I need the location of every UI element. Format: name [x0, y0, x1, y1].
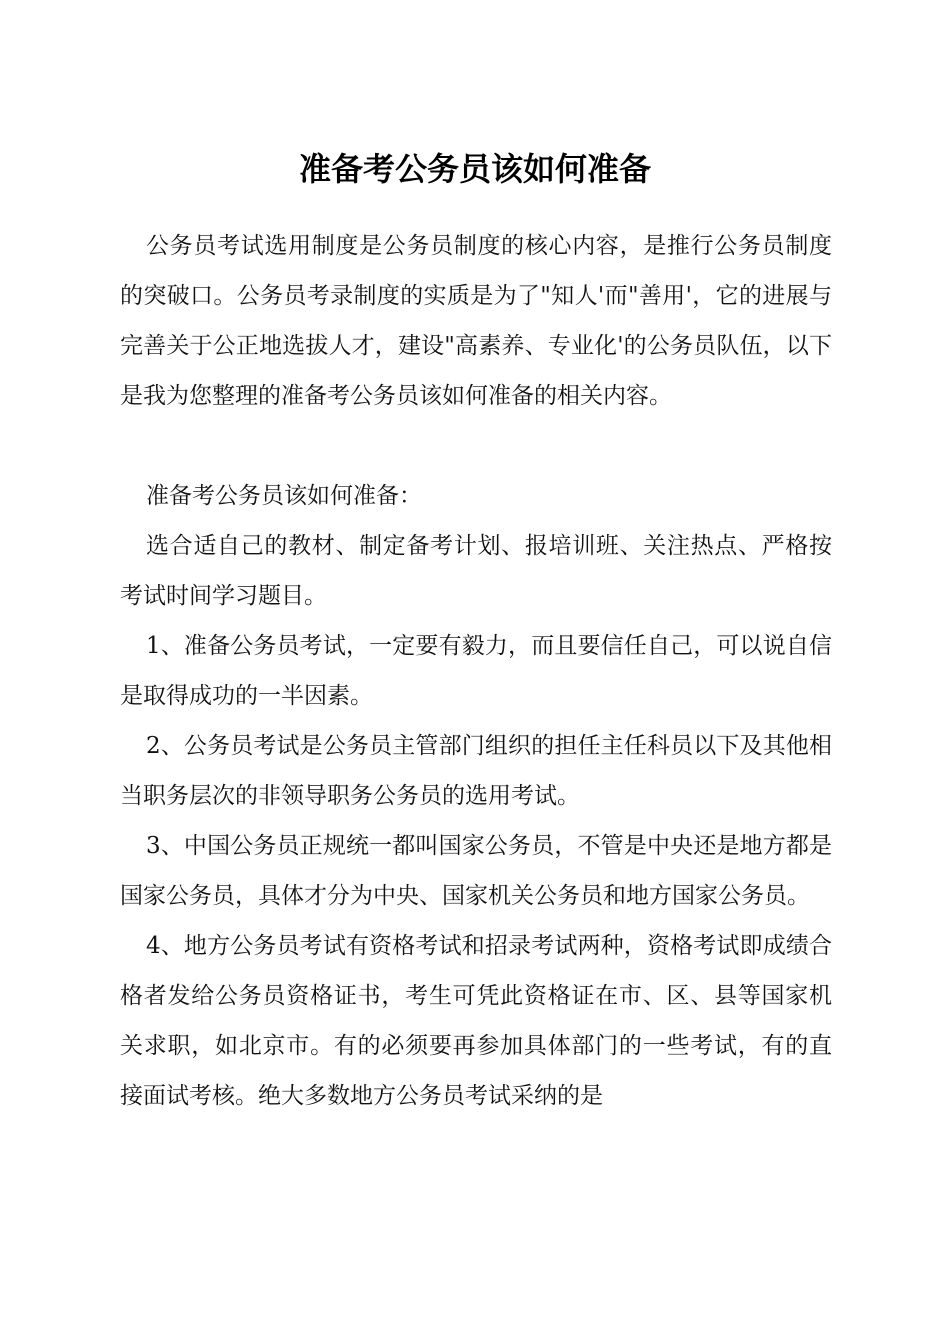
section-heading: 准备考公务员该如何准备： [146, 483, 422, 509]
list-item: 3、中国公务员正规统一都叫国家公务员，不管是中央还是地方都是国家公务员，具体才分为中央、国家机关公务员和地方国家公务员。 [120, 833, 832, 909]
intro-paragraph: 公务员考试选用制度是公务员制度的核心内容，是推行公务员制度的突破口。公务员考录制度的实质是为了"知人'而"善用'，它的进展与完善关于公正地选拔人才，建设"高素养、专业化'的公务员队伍，以下是我为您整理的准备考公务员该如何准备的相关内容。 [120, 233, 832, 409]
document-body [120, 221, 832, 1121]
list-item: 4、地方公务员考试有资格考试和招录考试两种，资格考试即成绩合格者发给公务员资格证书，考生可凭此资格证在市、区、县等国家机关求职，如北京市。有的必须要再参加具体部门的一些考试，有的直接面试考核。绝大多数地方公务员考试采纳的是 [120, 933, 832, 1109]
list-item: 2、公务员考试是公务员主管部门组织的担任主任科员以下及其他相当职务层次的非领导职务公务员的选用考试。 [120, 733, 832, 809]
document-title: 准备考公务员该如何准备 [298, 150, 651, 188]
list-item: 1、准备公务员考试，一定要有毅力，而且要信任自己，可以说自信是取得成功的一半因素。 [120, 633, 832, 709]
paragraph-gap [120, 421, 832, 471]
summary-paragraph: 选合适自己的教材、制定备考计划、报培训班、关注热点、严格按考试时间学习题目。 [120, 533, 832, 609]
